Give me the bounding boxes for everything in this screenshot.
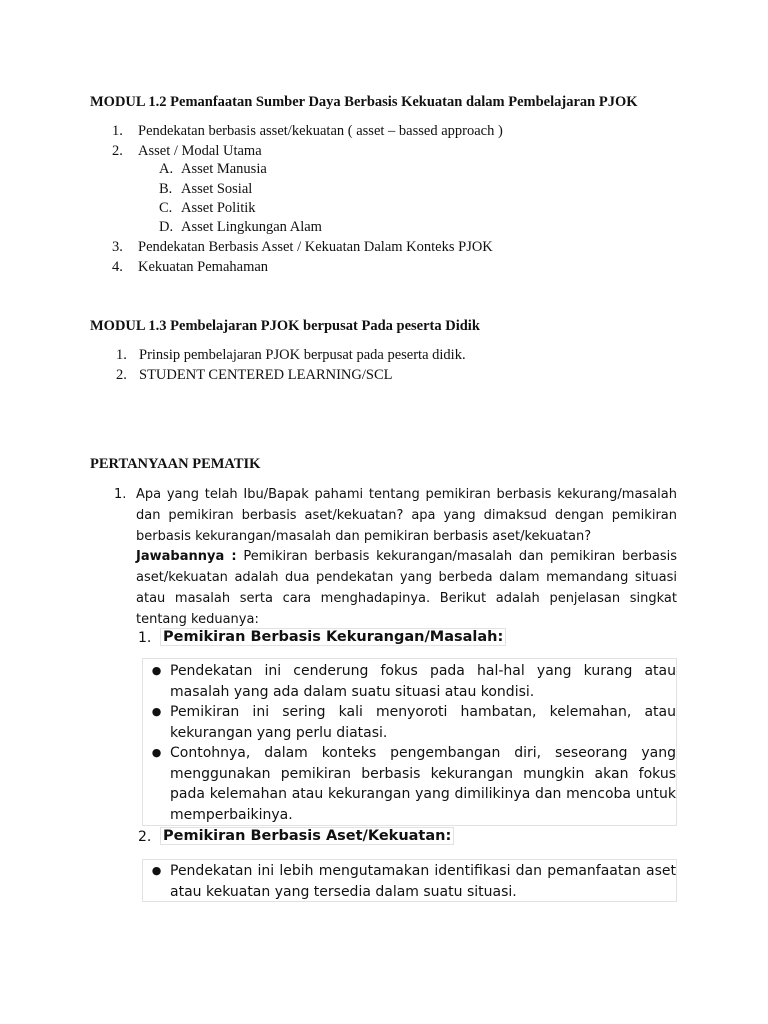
sub-list-letter: A.: [159, 161, 174, 177]
modul-1-2-title: MODUL 1.2 Pemanfaatan Sumber Daya Berbasis Kekuatan dalam Pembelajaran PJOK: [90, 94, 638, 110]
answer-paragraph: [136, 546, 677, 630]
list-item-text: Kekuatan Pemahaman: [138, 259, 269, 275]
sub-list-letter: C.: [159, 200, 173, 216]
list-number: 3.: [112, 239, 123, 255]
section-title: Pemikiran Berbasis Kekurangan/Masalah:: [160, 628, 506, 646]
sub-list-item: [159, 200, 256, 217]
sub-list-item: [159, 181, 252, 198]
list-item: [116, 367, 392, 384]
sub-list-letter: B.: [159, 181, 173, 197]
bullet-box: [142, 658, 677, 826]
bullet-text: Pemikiran ini sering kali menyoroti hambatan, kelemahan, atau kekurangan yang perlu diatasi.: [170, 704, 676, 741]
bullet-icon: ●: [151, 864, 162, 877]
list-item-text: Prinsip pembelajaran PJOK berpusat pada peserta didik.: [139, 347, 466, 363]
bullet-box: [142, 859, 677, 902]
bullet-text: Pendekatan ini cenderung fokus pada hal-hal yang kurang atau masalah yang ada dalam suatu situasi atau kondisi.: [170, 663, 676, 700]
sub-list-item-text: Asset Politik: [181, 200, 256, 216]
section-number: 2.: [138, 829, 152, 845]
list-number: 1.: [116, 347, 127, 363]
bullet-text: Pendekatan ini lebih mengutamakan identifikasi dan pemanfaatan aset atau kekuatan yang tersedia dalam suatu situasi.: [170, 863, 676, 900]
pertanyaan-pematik-title: PERTANYAAN PEMATIK: [90, 456, 261, 472]
sub-list-item-text: Asset Lingkungan Alam: [181, 219, 322, 235]
list-item: [112, 143, 262, 160]
list-item-text: Pendekatan Berbasis Asset / Kekuatan Dalam Konteks PJOK: [138, 239, 493, 255]
bullet-icon: ●: [151, 705, 162, 718]
sub-list-item: [159, 161, 267, 178]
list-item: [116, 347, 466, 364]
section-title: Pemikiran Berbasis Aset/Kekuatan:: [160, 827, 454, 845]
section-number: 1.: [138, 630, 152, 646]
bullet-icon: ●: [151, 664, 162, 677]
bullet-item: [143, 861, 676, 902]
list-item: [112, 259, 268, 276]
question-text: Apa yang telah Ibu/Bapak pahami tentang pemikiran berbasis kekurang/masalah dan pemikiran berbasis aset/kekuatan? apa yang dimaksud dengan pemikiran berbasis kekurangan/masalah dan pemikiran berbasis aset/kekuatan?: [136, 487, 677, 544]
list-number: 1.: [112, 123, 123, 139]
modul-1-3-title: MODUL 1.3 Pembelajaran PJOK berpusat Pada peserta Didik: [90, 318, 480, 334]
bullet-text: Contohnya, dalam konteks pengembangan diri, seseorang yang menggunakan pemikiran berbasis kekurangan mungkin akan fokus pada kelemahan atau kekurangan yang dimilikinya dan mencoba untuk memperbaikinya.: [170, 745, 676, 823]
bullet-icon: ●: [151, 746, 162, 759]
list-item: [112, 239, 493, 256]
list-number: 2.: [116, 367, 127, 383]
sub-list-item-text: Asset Manusia: [181, 161, 267, 177]
bullet-item: [143, 702, 676, 743]
answer-text: Pemikiran berbasis kekurangan/masalah dan pemikiran berbasis aset/kekuatan adalah dua pendekatan yang berbeda dalam memandang situasi atau masalah serta cara menghadapinya. Berikut adalah penjelasan singkat tentang keduanya:: [136, 549, 677, 627]
question-number: 1.: [114, 487, 127, 502]
answer-label: Jawabannya :: [136, 549, 237, 564]
list-number: 4.: [112, 259, 123, 275]
bullet-item: [143, 661, 676, 702]
list-number: 2.: [112, 143, 123, 159]
sub-list-item-text: Asset Sosial: [181, 181, 253, 197]
list-item: [112, 123, 503, 140]
list-item-text: Pendekatan berbasis asset/kekuatan ( asset – bassed approach ): [138, 123, 503, 139]
list-item-text: Asset / Modal Utama: [138, 143, 262, 159]
sub-list-letter: D.: [159, 219, 174, 235]
bullet-item: [143, 743, 676, 825]
sub-list-item: [159, 219, 322, 236]
list-item-text: STUDENT CENTERED LEARNING/SCL: [139, 367, 393, 383]
